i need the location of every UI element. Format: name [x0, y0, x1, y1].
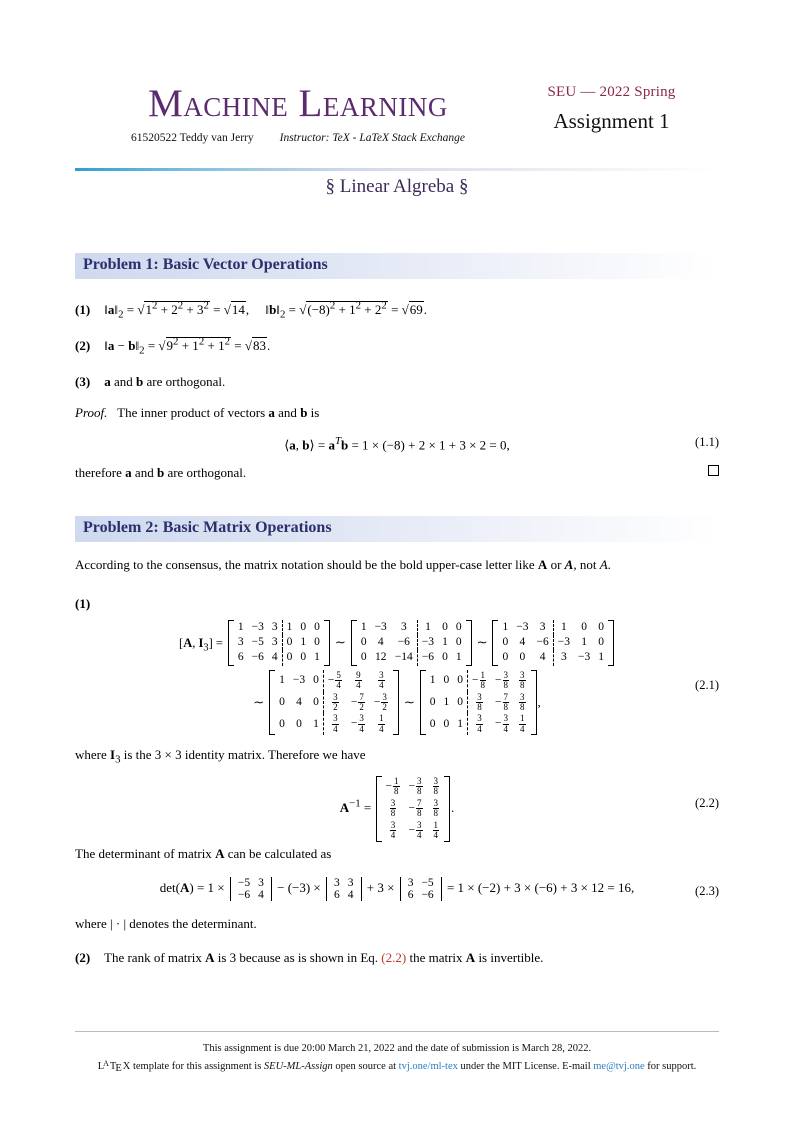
footer-text-c: under the MIT License. E-mail — [457, 1060, 594, 1072]
item-text-a: The rank of matrix — [104, 950, 206, 965]
matrix-step-4: 1 −3 0 − $\frac{5}{4}$ $\frac{9}{4}$ $\frac{3}{4}$ 0 4 0 $\frac{3}{2}$ − $\frac{7}{2}$ − $\frac{3}{2}$ 0 0 1 $\frac{3}{4}$ − $\frac{3}{4}$ $\frac{1}{4}$ — [269, 670, 399, 736]
template-link[interactable]: tvj.one/ml-tex — [398, 1060, 458, 1072]
determinant-tail: = 1 × (−2) + 3 × (−6) + 3 × 12 = 16, — [446, 879, 635, 895]
section-heading: § Linear Algreba § — [325, 176, 469, 197]
item-text-d: is invertible. — [475, 950, 544, 965]
determinant-minor-1: −5 3 −6 4 — [229, 877, 273, 901]
item-text: a and b are orthogonal. — [104, 374, 226, 389]
problem-1-heading-bar — [75, 253, 719, 279]
page-title: Machine Learning — [148, 82, 448, 125]
author-name: 61520522 Teddy van Jerry — [131, 132, 254, 144]
item-equation: ‖a − $b‖_2 = √9^2 + 1^2 + 1^2 = √83$. — [104, 336, 271, 357]
course-block — [504, 84, 719, 134]
equation-1-1-number: (1.1) — [695, 435, 719, 449]
equation-2-1 — [75, 620, 719, 735]
problem-1-item-1 — [75, 300, 719, 321]
matrix-step-3: 1 −3 3 1 0 0 0 4 −6 −3 1 0 0 0 4 3 −3 1 — [492, 620, 614, 666]
footer-line-1: This assignment is due 20:00 March 21, 2022 and the date of submission is March 28, 2022. — [202, 1043, 592, 1054]
item-number: (1) — [75, 596, 91, 611]
determinant-minor-2: 3 3 6 4 — [325, 877, 363, 901]
assignment-title: Assignment 1 — [553, 109, 670, 133]
matrix-step-5: 1 0 0 − $\frac{1}{8}$ − $\frac{3}{8}$ $\frac{3}{8}$ 0 1 0 $\frac{3}{8}$ − $\frac{7}{8}$ $\frac{3}{8}$ 0 0 1 $\frac{3}{4}$ − $\frac{3}{4}$ $\frac{1}{4}$ — [420, 670, 537, 736]
matrix-a-i3: 1 −3 3 1 0 0 3 −5 3 0 1 0 6 −6 4 0 0 1 — [228, 620, 330, 666]
footer-text-d: for support. — [644, 1060, 697, 1072]
problem-1-heading: Problem 1: Basic Vector Operations — [83, 256, 328, 273]
qed-box — [708, 465, 719, 476]
header-divider — [75, 168, 719, 171]
problem-1-item-3 — [75, 374, 719, 390]
item-text-b: is 3 because as is shown in Eq. — [214, 950, 382, 965]
support-email-link[interactable]: me@tvj.one — [593, 1060, 645, 1072]
matrix-step-2: 1 −3 3 1 0 0 0 4 −6 −3 1 0 0 12 −14 −6 0 1 — [351, 620, 472, 666]
document-header — [75, 82, 719, 162]
problem-2-heading-bar — [75, 516, 719, 542]
item-equation: $‖a‖_2 = √1^2 + 2^2 + 3^2 = √14$, $‖b‖_2 = √(-8)^2 + 1^2 + 2^2 = √69$. — [104, 300, 428, 321]
proof-lead: Proof. The inner product of vectors a and b is — [75, 405, 320, 420]
after-equation-2-3: where | · | denotes the determinant. — [75, 916, 257, 931]
problem-2-item-1 — [75, 596, 719, 612]
document-footer — [75, 1040, 719, 1076]
latex-logo: $L^ATEX$ — [97, 1058, 131, 1074]
item-text-c: the matrix — [406, 950, 466, 965]
footer-text-b: open source at — [332, 1060, 399, 1072]
course-term: SEU — 2022 Spring — [547, 84, 676, 100]
title-subline — [93, 132, 503, 144]
problem-1-item-2 — [75, 336, 719, 357]
problem-2-item-2 — [75, 950, 719, 966]
item-number: (2) — [75, 950, 91, 965]
equation-2-3: det(A) = 1 × −5 3 −6 4 − (−3) × 3 3 6 4 + 3 × 3 −5 6 −6 = 1 × (−2) + 3 × (−6) + 3 × 12 = 16, — [159, 877, 635, 901]
equation-2-1-number: (2.1) — [695, 678, 719, 692]
footer-divider — [75, 1031, 719, 1032]
equation-2-2-number: (2.2) — [695, 796, 719, 810]
matrix-a-inverse: − $\frac{1}{8}$ − $\frac{3}{8}$ $\frac{3}{8}$ $\frac{3}{8}$ − $\frac{7}{8}$ $\frac{3}{8}$ $\frac{3}{4}$ − $\frac{3}{4}$ $\frac{1}{4}$ — [376, 776, 451, 842]
instructor-name: Instructor: TeX - LaTeX Stack Exchange — [279, 132, 465, 144]
proof-label: Proof. — [75, 405, 108, 420]
item-number: (1) — [75, 302, 91, 318]
item-number: (3) — [75, 374, 91, 389]
title-block — [93, 82, 503, 144]
footer-text-a: template for this assignment is — [132, 1060, 264, 1072]
template-name: SEU-ML-Assign — [263, 1060, 333, 1072]
equation-2-1-row-1: [A, $I_3$] = 1 −3 3 1 0 0 3 −5 3 0 1 0 6 −6 4 0 0 1 ∼ 1 −3 3 1 0 0 0 4 −6 −3 1 0 0 12 −14 −6 0 1 ∼ 1 −3 3 1 0 0 0 4 −6 −3 1 0 0 0 4 3 −3 1 — [75, 620, 719, 666]
equation-2-3-number: (2.3) — [695, 884, 719, 898]
item-text: The rank of matrix A is 3 because as is shown in Eq. (2.2) the matrix A is invertible. — [104, 950, 544, 965]
problem-2-heading: Problem 2: Basic Matrix Operations — [83, 519, 332, 536]
item-number: (2) — [75, 338, 91, 354]
equation-1-1: ⟨a, b⟩ = $a^Tb = 1 \times (-8) + 2 \times 1 + 3 \times 2 = 0$, — [284, 435, 510, 453]
after-equation-2-1: where $I_3$ is the 3 × 3 identity matrix. Therefore we have — [75, 747, 366, 766]
proof-conclusion: therefore a and b are orthogonal. — [75, 465, 247, 480]
equation-reference-link[interactable]: (2.2) — [381, 950, 407, 965]
equation-2-1-row-2: ∼ 1 −3 0 − $\frac{5}{4}$ $\frac{9}{4}$ $\frac{3}{4}$ 0 4 0 $\frac{3}{2}$ − $\frac{7}{2}$ − $\frac{3}{2}$ 0 0 1 $\frac{3}{4}$ − $\frac{3}{4}$ $\frac{1}{4}$ ∼ 1 0 0 − $\frac{1}{8}$ − $\frac{3}{8}$ $\frac{3}{8}$ 0 1 0 $\frac{3}{8}$ − $\frac{7}{8}$ $\frac{3}{8}$ 0 0 1 $\frac{3}{4}$ − $\frac{3}{4}$ $\frac{1}{4}$ , — [253, 669, 541, 734]
determinant-minor-3: 3 −5 6 −6 — [399, 877, 443, 901]
determinant-lead: The determinant of matrix A can be calculated as — [75, 846, 332, 861]
footer-line-2 — [75, 1058, 719, 1076]
equation-2-2: $A^{-1}$ = − $\frac{1}{8}$ − $\frac{3}{8}$ $\frac{3}{8}$ $\frac{3}{8}$ − $\frac{7}{8}$ $\frac{3}{8}$ $\frac{3}{4}$ − $\frac{3}{4}$ $\frac{1}{4}$ . — [339, 776, 455, 841]
problem-2-intro: According to the consensus, the matrix notation should be the bold upper-case letter like A or A, not A. — [75, 557, 611, 572]
